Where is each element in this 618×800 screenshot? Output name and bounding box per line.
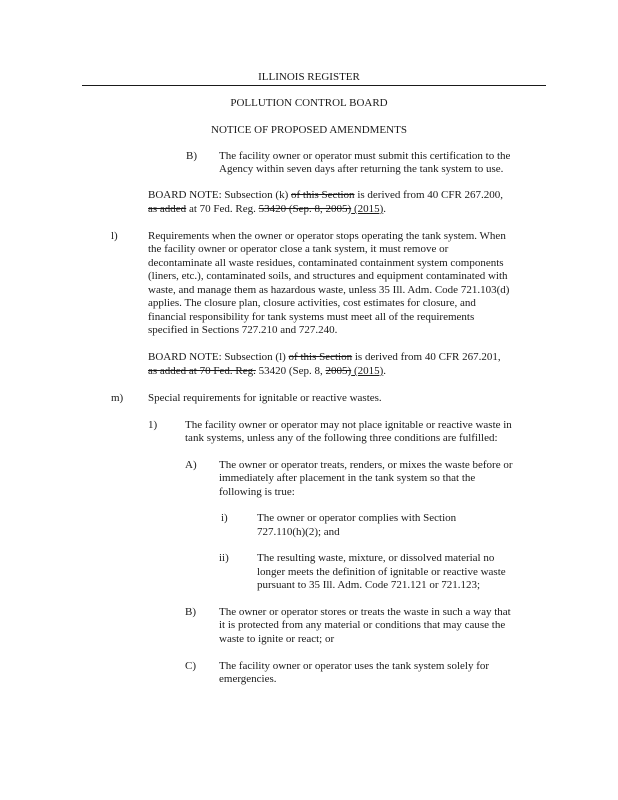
- item-b-line-3: waste to ignite or react; or: [219, 633, 335, 645]
- item-l-line-5: waste, and manage them as hazardous waste, unless 35 Ill. Adm. Code 721.103(d): [148, 284, 510, 296]
- board-note-k-line-1: BOARD NOTE: Subsection (k) of this Section is derived from 40 CFR 267.200,: [148, 189, 504, 201]
- item-b-top-line-2: Agency within seven days after returning the tank system to use.: [219, 163, 504, 175]
- board-title: POLLUTION CONTROL BOARD: [230, 97, 388, 109]
- item-l-line-2: the facility owner or operator close a tank system, it must remove or: [148, 243, 449, 255]
- item-l-label: l): [111, 230, 118, 242]
- item-ii-line-1: The resulting waste, mixture, or dissolved material no: [257, 552, 495, 564]
- item-a-label: A): [185, 459, 197, 471]
- notice-title: NOTICE OF PROPOSED AMENDMENTS: [211, 124, 407, 136]
- item-ii-label: ii): [219, 552, 229, 564]
- item-a-line-2: immediately after placement in the tank system so that the: [219, 472, 476, 484]
- item-i-line-1: The owner or operator complies with Section: [257, 512, 457, 524]
- board-note-l-line-1: BOARD NOTE: Subsection (l) of this Section is derived from 40 CFR 267.201,: [148, 351, 501, 363]
- item-c-line-1: The facility owner or operator uses the tank system solely for: [219, 660, 490, 672]
- item-m-label: m): [111, 392, 124, 404]
- item-b-line-2: it is protected from any material or conditions that may cause the: [219, 619, 506, 631]
- item-m1-label: 1): [148, 419, 158, 431]
- board-note-k-line-2: as added at 70 Fed. Reg. 53420 (Sep. 8, 2005) (2015).: [148, 203, 387, 215]
- item-l-line-8: specified in Sections 727.210 and 727.240.: [148, 324, 338, 336]
- header-rule: [82, 85, 546, 86]
- item-l-line-1: Requirements when the owner or operator stops operating the tank system. When: [148, 230, 506, 242]
- item-i-line-2: 727.110(h)(2); and: [257, 526, 340, 538]
- item-b-top-label: B): [186, 150, 197, 162]
- item-b-line-1: The owner or operator stores or treats the waste in such a way that: [219, 606, 511, 618]
- register-title: ILLINOIS REGISTER: [258, 71, 360, 83]
- item-a-line-1: The owner or operator treats, renders, or mixes the waste before or: [219, 459, 513, 471]
- board-note-l-line-2: as added at 70 Fed. Reg. 53420 (Sep. 8, 2005) (2015).: [148, 365, 387, 377]
- item-m-text: Special requirements for ignitable or reactive wastes.: [148, 392, 382, 404]
- item-i-label: i): [221, 512, 228, 524]
- item-ii-line-2: longer meets the definition of ignitable or reactive waste: [257, 566, 506, 578]
- item-l-line-3: decontaminate all waste residues, contaminated containment system components: [148, 257, 504, 269]
- item-m1-line-1: The facility owner or operator may not place ignitable or reactive waste in: [185, 419, 512, 431]
- item-m1-line-2: tank systems, unless any of the following three conditions are fulfilled:: [185, 432, 498, 444]
- item-b-top-line-1: The facility owner or operator must submit this certification to the: [219, 150, 511, 162]
- item-l-line-7: financial responsibility for tank systems must meet all of the requirements: [148, 311, 475, 323]
- item-a-line-3: following is true:: [219, 486, 295, 498]
- item-b-label: B): [185, 606, 196, 618]
- item-c-line-2: emergencies.: [219, 673, 277, 685]
- item-l-line-4: (liners, etc.), contaminated soils, and structures and equipment contaminated with: [148, 270, 508, 282]
- item-c-label: C): [185, 660, 196, 672]
- item-ii-line-3: pursuant to 35 Ill. Adm. Code 721.121 or 721.123;: [257, 579, 481, 591]
- item-l-line-6: applies. The closure plan, closure activities, cost estimates for closure, and: [148, 297, 476, 309]
